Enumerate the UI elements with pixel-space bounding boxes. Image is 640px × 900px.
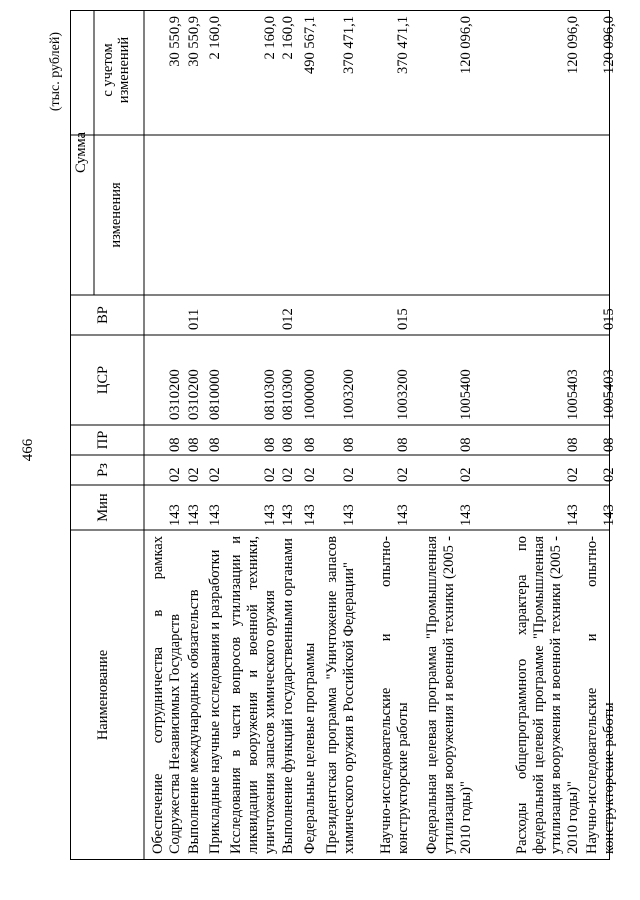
row-vr: 011	[186, 308, 202, 330]
row-pr: 08	[262, 437, 278, 452]
page-number: 466	[20, 438, 36, 462]
row-name: Президентская программа "Уничтожение запасов химического оружия в Российской Федерации"	[324, 536, 357, 854]
row-name: Федеральные целевые программы	[302, 642, 318, 854]
row-total: 2 160,0	[280, 16, 296, 60]
row-rz: 02	[341, 467, 357, 482]
row-csr: 1005403	[601, 369, 617, 420]
row-rz: 02	[302, 467, 318, 482]
row-total: 370 471,1	[341, 16, 357, 74]
row-csr: 0310200	[186, 369, 202, 420]
row-csr: 1005403	[565, 369, 581, 420]
row-total: 30 550,9	[186, 16, 202, 67]
row-name: Выполнение международных обязательств	[186, 589, 202, 854]
row-total: 120 096,0	[601, 16, 617, 74]
row-pr: 08	[186, 437, 202, 452]
row-rz: 02	[565, 467, 581, 482]
row-vr: 012	[280, 308, 296, 330]
header-izmeneniya: изменения	[108, 182, 124, 248]
header-rz: Рз	[95, 463, 111, 477]
row-pr: 08	[280, 437, 296, 452]
row-pr: 08	[458, 437, 474, 452]
row-total: 370 471,1	[395, 16, 411, 74]
row-csr: 1003200	[395, 369, 411, 420]
row-total: 30 550,9	[167, 16, 183, 67]
row-rz: 02	[280, 467, 296, 482]
row-pr: 08	[167, 437, 183, 452]
row-min: 143	[207, 504, 223, 526]
row-name: Расходы общепрограммного характера по федеральной целевой программе "Промышленная утилизация вооружения и военной техники (2005 - 2010 годы)"	[514, 536, 581, 854]
row-pr: 08	[565, 437, 581, 452]
row-rz: 02	[262, 467, 278, 482]
row-name: Исследования в части вопросов утилизации и ликвидации вооружения и военной техники, уничтожения запасов химического оружия	[228, 536, 278, 854]
row-pr: 08	[395, 437, 411, 452]
row-vr: 015	[395, 308, 411, 330]
row-csr: 0810300	[262, 369, 278, 420]
row-min: 143	[601, 504, 617, 526]
row-min: 143	[262, 504, 278, 526]
row-name: Научно-исследовательские и опытно-конструкторские работы	[378, 536, 411, 854]
row-total: 2 160,0	[207, 16, 223, 60]
row-pr: 08	[302, 437, 318, 452]
row-rz: 02	[207, 467, 223, 482]
row-min: 143	[302, 504, 318, 526]
header-name: Наименование	[95, 649, 111, 741]
budget-table	[70, 10, 617, 860]
row-vr: 015	[601, 308, 617, 330]
row-csr: 0810000	[207, 369, 223, 420]
header-min: Мин	[95, 493, 111, 522]
row-min: 143	[565, 504, 581, 526]
row-csr: 0810300	[280, 369, 296, 420]
row-name: Научно-исследовательские и опытно-конструкторские работы	[584, 536, 617, 854]
row-name: Обеспечение сотрудничества в рамках Содружества Независимых Государств	[150, 536, 183, 854]
row-min: 143	[280, 504, 296, 526]
header-s-uchetom: с учетом изменений	[100, 36, 132, 104]
row-rz: 02	[601, 467, 617, 482]
row-pr: 08	[207, 437, 223, 452]
row-name: Выполнение функций государственными органами	[280, 538, 296, 854]
row-rz: 02	[186, 467, 202, 482]
row-min: 143	[458, 504, 474, 526]
row-rz: 02	[395, 467, 411, 482]
row-min: 143	[186, 504, 202, 526]
row-csr: 0310200	[167, 369, 183, 420]
row-total: 120 096,0	[458, 16, 474, 74]
row-total: 120 096,0	[565, 16, 581, 74]
row-name: Прикладные научные исследования и разработки	[207, 549, 223, 854]
header-pr: ПР	[95, 430, 111, 450]
row-csr: 1005400	[458, 369, 474, 420]
row-rz: 02	[458, 467, 474, 482]
row-pr: 08	[341, 437, 357, 452]
row-min: 143	[395, 504, 411, 526]
row-total: 2 160,0	[262, 16, 278, 60]
row-total: 490 567,1	[302, 16, 318, 74]
row-csr: 1003200	[341, 369, 357, 420]
row-csr: 1000000	[302, 369, 318, 420]
row-min: 143	[341, 504, 357, 526]
row-rz: 02	[167, 467, 183, 482]
row-pr: 08	[601, 437, 617, 452]
header-csr: ЦСР	[95, 365, 111, 395]
units-note: (тыс. рублей)	[48, 32, 63, 112]
row-min: 143	[167, 504, 183, 526]
header-vr: ВР	[95, 306, 111, 324]
header-summa: Сумма	[73, 131, 89, 174]
row-name: Федеральная целевая программа "Промышленная утилизация вооружения и военной техники (2005 - 2010 годы)"	[424, 536, 474, 854]
